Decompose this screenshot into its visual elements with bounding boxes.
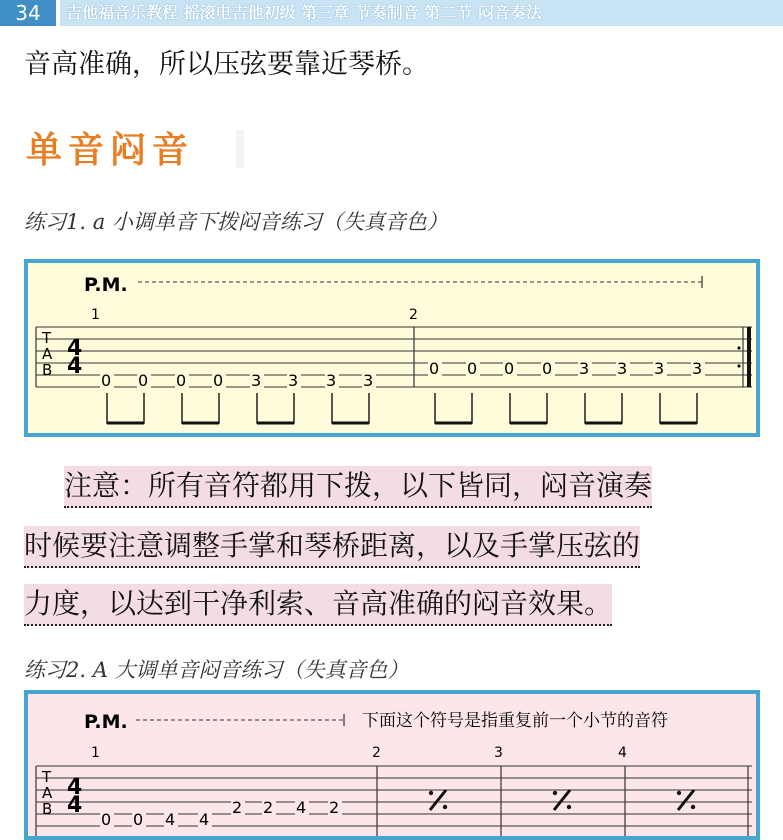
repeat-dot xyxy=(737,364,740,367)
chapter-title: 吉他福音乐教程 摇滚电吉他初级 第三章 节奏制音 第二节 闷音奏法 xyxy=(60,0,783,26)
tab-note: 0 xyxy=(133,810,144,829)
exercise2-tab-svg xyxy=(28,694,756,836)
tab-note: 3 xyxy=(251,371,262,390)
tab-note: 2 xyxy=(263,798,274,817)
measure-number: 4 xyxy=(618,745,627,761)
measure-number: 1 xyxy=(91,745,100,761)
barline-end-thick xyxy=(747,327,751,387)
time-sig-bottom: 4 xyxy=(67,793,83,818)
tab-note: 0 xyxy=(467,359,478,378)
page-number: 34 xyxy=(0,0,56,26)
repeat-sign xyxy=(429,790,447,810)
time-sig-top: 4 xyxy=(67,775,83,800)
time-sig-bottom: 4 xyxy=(67,354,83,379)
measure-number: 3 xyxy=(494,745,503,761)
exercise1-tab xyxy=(24,259,760,437)
tab-note: 3 xyxy=(288,371,299,390)
tab-note: 3 xyxy=(579,359,590,378)
section-title: 单音闷音 xyxy=(26,129,195,171)
pm-label: P.M. xyxy=(84,274,128,296)
tab-note: 4 xyxy=(199,810,210,829)
tab-letter: B xyxy=(42,800,53,818)
tab-note: 0 xyxy=(504,359,515,378)
tab-note: 0 xyxy=(213,371,224,390)
tab-note: 0 xyxy=(138,371,149,390)
tab-note: 0 xyxy=(176,371,187,390)
page-header xyxy=(0,0,783,26)
tab-note: 2 xyxy=(232,798,243,817)
exercise2-label: 练习2. A 大调单音闷音练习（失真音色） xyxy=(24,658,409,682)
tab-note: 0 xyxy=(101,371,112,390)
exercise2-tab xyxy=(24,690,760,840)
time-sig-top: 4 xyxy=(67,336,83,361)
intro-line: 音高准确，所以压弦要靠近琴桥。 xyxy=(24,49,429,80)
exercise1-tab-svg xyxy=(28,263,756,433)
title-decoration xyxy=(236,130,244,168)
repeat-dot xyxy=(737,346,740,349)
tab-note: 3 xyxy=(617,359,628,378)
repeat-sign xyxy=(677,790,695,810)
exercise1-label: 练习1. a 小调单音下拨闷音练习（失真音色） xyxy=(24,210,448,234)
tab-note: 0 xyxy=(101,810,112,829)
pm-label: P.M. xyxy=(84,711,128,733)
tab-note: 3 xyxy=(654,359,665,378)
tab-note: 2 xyxy=(329,798,340,817)
tab-note: 3 xyxy=(326,371,337,390)
measure-number: 1 xyxy=(91,307,100,323)
note-line: 时候要注意调整手掌和琴桥距离，以及手掌压弦的 xyxy=(24,526,640,568)
tab-letter: B xyxy=(42,361,53,379)
tab-letter: A xyxy=(42,784,53,802)
note-line: 力度，以达到干净利索、音高准确的闷音效果。 xyxy=(24,584,612,626)
tab-note: 4 xyxy=(296,798,307,817)
tab-note: 3 xyxy=(363,371,374,390)
tab-letter: A xyxy=(42,345,53,363)
tab-letter: T xyxy=(42,329,52,347)
tab-note: 0 xyxy=(429,359,440,378)
rhythm-beams xyxy=(107,393,697,423)
tab-note: 4 xyxy=(165,810,176,829)
measure-number: 2 xyxy=(372,745,381,761)
tab-letter: T xyxy=(42,768,52,786)
note-line: 注意：所有音符都用下拨，以下皆同，闷音演奏 xyxy=(64,466,652,508)
tab-note: 3 xyxy=(692,359,703,378)
repeat-sign xyxy=(553,790,571,810)
measure-number: 2 xyxy=(409,307,418,323)
repeat-annotation: 下面这个符号是指重复前一个小节的音符 xyxy=(362,711,668,731)
tab-note: 0 xyxy=(542,359,553,378)
